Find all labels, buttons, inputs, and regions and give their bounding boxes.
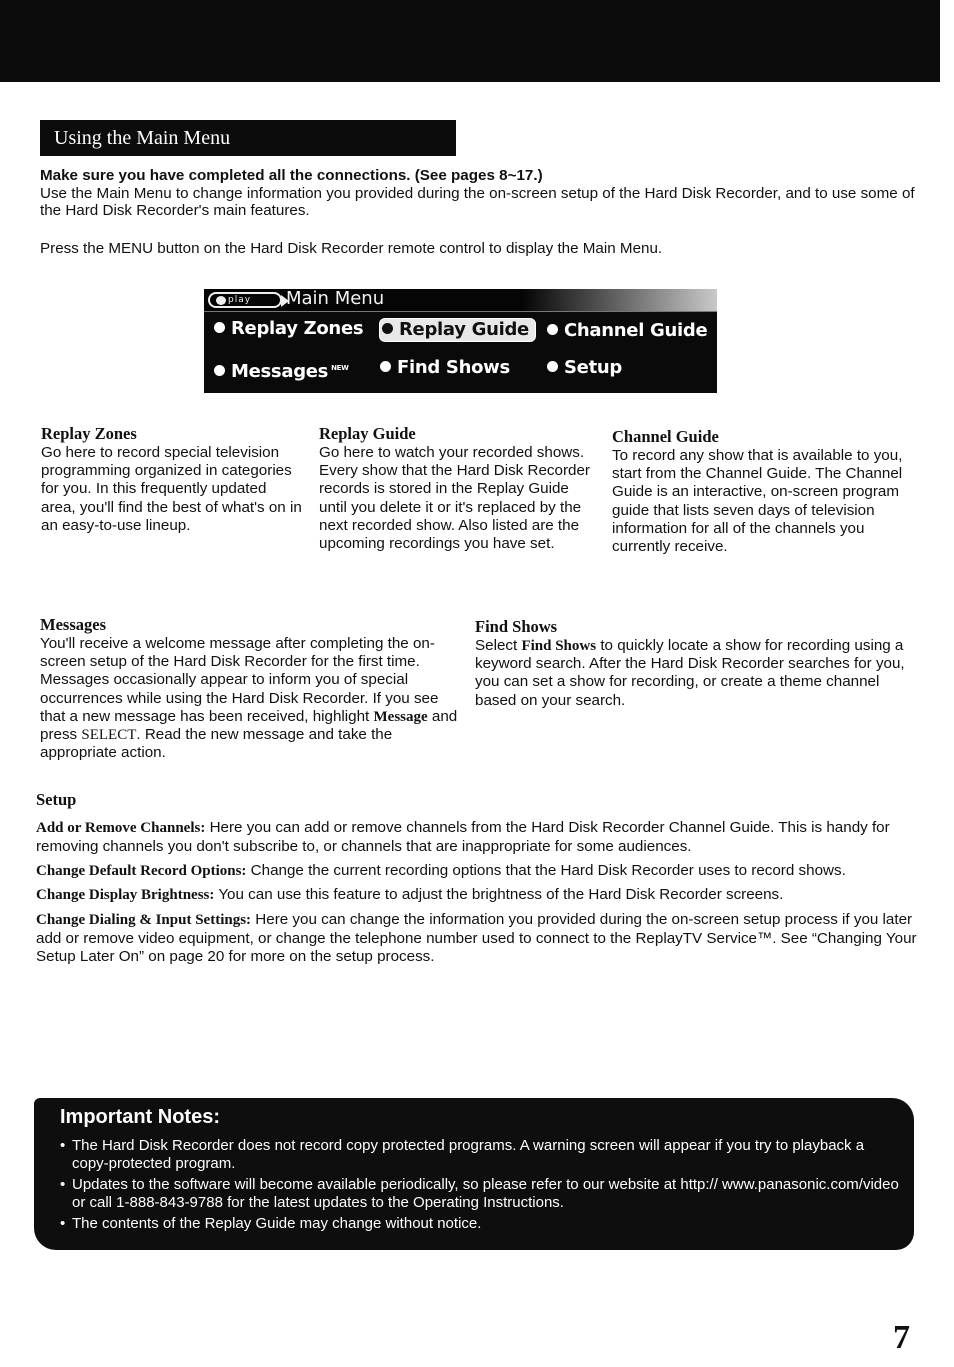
note-item: • The contents of the Replay Guide may change without notice.: [60, 1215, 900, 1233]
setup-entry-default-record-options: Change Default Record Options: Change the current recording options that the Hard Disk Recorder uses to record shows.: [36, 861, 846, 879]
replay-zones-heading: Replay Zones: [41, 424, 137, 443]
new-badge: NEW: [331, 364, 349, 372]
menu-item-replay-zones[interactable]: Replay Zones: [214, 318, 363, 340]
setup-section: [36, 790, 920, 972]
bullet-icon: [380, 361, 391, 372]
menu-item-setup[interactable]: Setup: [547, 357, 622, 379]
messages-heading: Messages: [40, 615, 106, 634]
channel-guide-body: To record any show that is available to you, start from the Channel Guide. The Channel Guide is an interactive, on-screen program guide that lists seven days of television information for all of the channels you currently receive.: [612, 447, 903, 556]
menu-item-find-shows[interactable]: Find Shows: [380, 357, 510, 379]
menu-title-bar: [204, 289, 717, 312]
replay-guide-description: [319, 424, 591, 553]
bullet-icon: [382, 323, 393, 334]
setup-entry-add-remove-channels: Add or Remove Channels: Here you can add or remove channels from the Hard Disk Recorder Channel Guide. This is handy for removing channels you don't subscribe to, or channels that are inappropriate for some audiences.: [36, 819, 890, 855]
bullet-icon: [547, 361, 558, 372]
setup-entry-dialing-input-settings: Change Dialing & Input Settings: Here you can change the information you provided during the on-screen setup process if you later add or remove video equipment, or change the telephone number used to connect to the ReplayTV Service™. See “Changing Your Setup Later On” on page 20 for more on the setup process.: [36, 911, 917, 965]
note-item: • Updates to the software will become available periodically, so please refer to our website at http:// www.panasonic.com/video or call 1-888-843-9788 for the latest updates to the Operating Instructions.: [60, 1176, 900, 1211]
replay-zones-body: Go here to record special television programming organized in categories for you. In this frequently updated area, you'll find the best of what's on in an easy-to-use lineup.: [41, 444, 302, 534]
menu-item-messages[interactable]: Messages $^{NEW}$: [214, 357, 349, 383]
note-item: • The Hard Disk Recorder does not record copy protected programs. A warning screen will appear if you try to playback a copy-protected program.: [60, 1137, 900, 1172]
important-notes-box: [34, 1098, 914, 1250]
top-black-bar: [0, 0, 940, 82]
replay-guide-heading: Replay Guide: [319, 424, 416, 443]
channel-guide-description: [612, 427, 914, 556]
channel-guide-heading: Channel Guide: [612, 427, 719, 446]
bullet-icon: [547, 324, 558, 335]
page-number: 7: [893, 1319, 910, 1356]
setup-heading: Setup: [36, 790, 77, 809]
section-title: Using the Main Menu: [40, 120, 456, 156]
important-notes-title: Important Notes:: [60, 1106, 220, 1128]
find-shows-description: [475, 617, 915, 710]
find-shows-heading: Find Shows: [475, 617, 558, 636]
messages-description: [40, 615, 460, 762]
setup-entry-display-brightness: Change Display Brightness: You can use this feature to adjust the brightness of the Hard Disk Recorder screens.: [36, 886, 784, 904]
messages-body: You'll receive a welcome message after completing the on-screen setup of the Hard Disk Recorder for the first time. Messages occasionally appear to inform you of special occurrences while using the Hard Disk Recorder. If you see that a new message has been received, highlight Message and press SELECT. Read the new message and take the appropriate action.: [40, 635, 458, 762]
bullet-icon: [214, 365, 225, 376]
menu-item-channel-guide[interactable]: Channel Guide: [547, 320, 707, 342]
replay-zones-description: [41, 424, 303, 535]
replay-guide-body: Go here to watch your recorded shows. Every show that the Hard Disk Recorder records is stored in the Replay Guide until you delete it or it's replaced by the next recorded show. Also listed are the upcoming recordings you have set.: [319, 444, 590, 553]
menu-title: Main Menu: [286, 289, 385, 309]
main-menu-screenshot: [204, 289, 717, 393]
intro-text: Use the Main Menu to change information you provided during the on-screen setup of the Hard Disk Recorder, and to use some of the Hard Disk Recorder's main features.: [40, 184, 915, 220]
intro-bold-line: Make sure you have completed all the connections. (See pages 8~17.): [40, 167, 543, 184]
replay-logo-icon: play: [208, 292, 282, 308]
important-notes-list: [60, 1137, 900, 1237]
bullet-icon: [214, 322, 225, 333]
press-menu-instruction: Press the MENU button on the Hard Disk Recorder remote control to display the Main Menu.: [40, 240, 663, 257]
menu-item-replay-guide[interactable]: Replay Guide: [379, 318, 536, 342]
intro-paragraph: [40, 167, 920, 220]
find-shows-body: Select Find Shows to quickly locate a show for recording using a keyword search. After the Hard Disk Recorder searches for you, you can set a show for recording, or create a theme channel based on your search.: [475, 637, 905, 709]
